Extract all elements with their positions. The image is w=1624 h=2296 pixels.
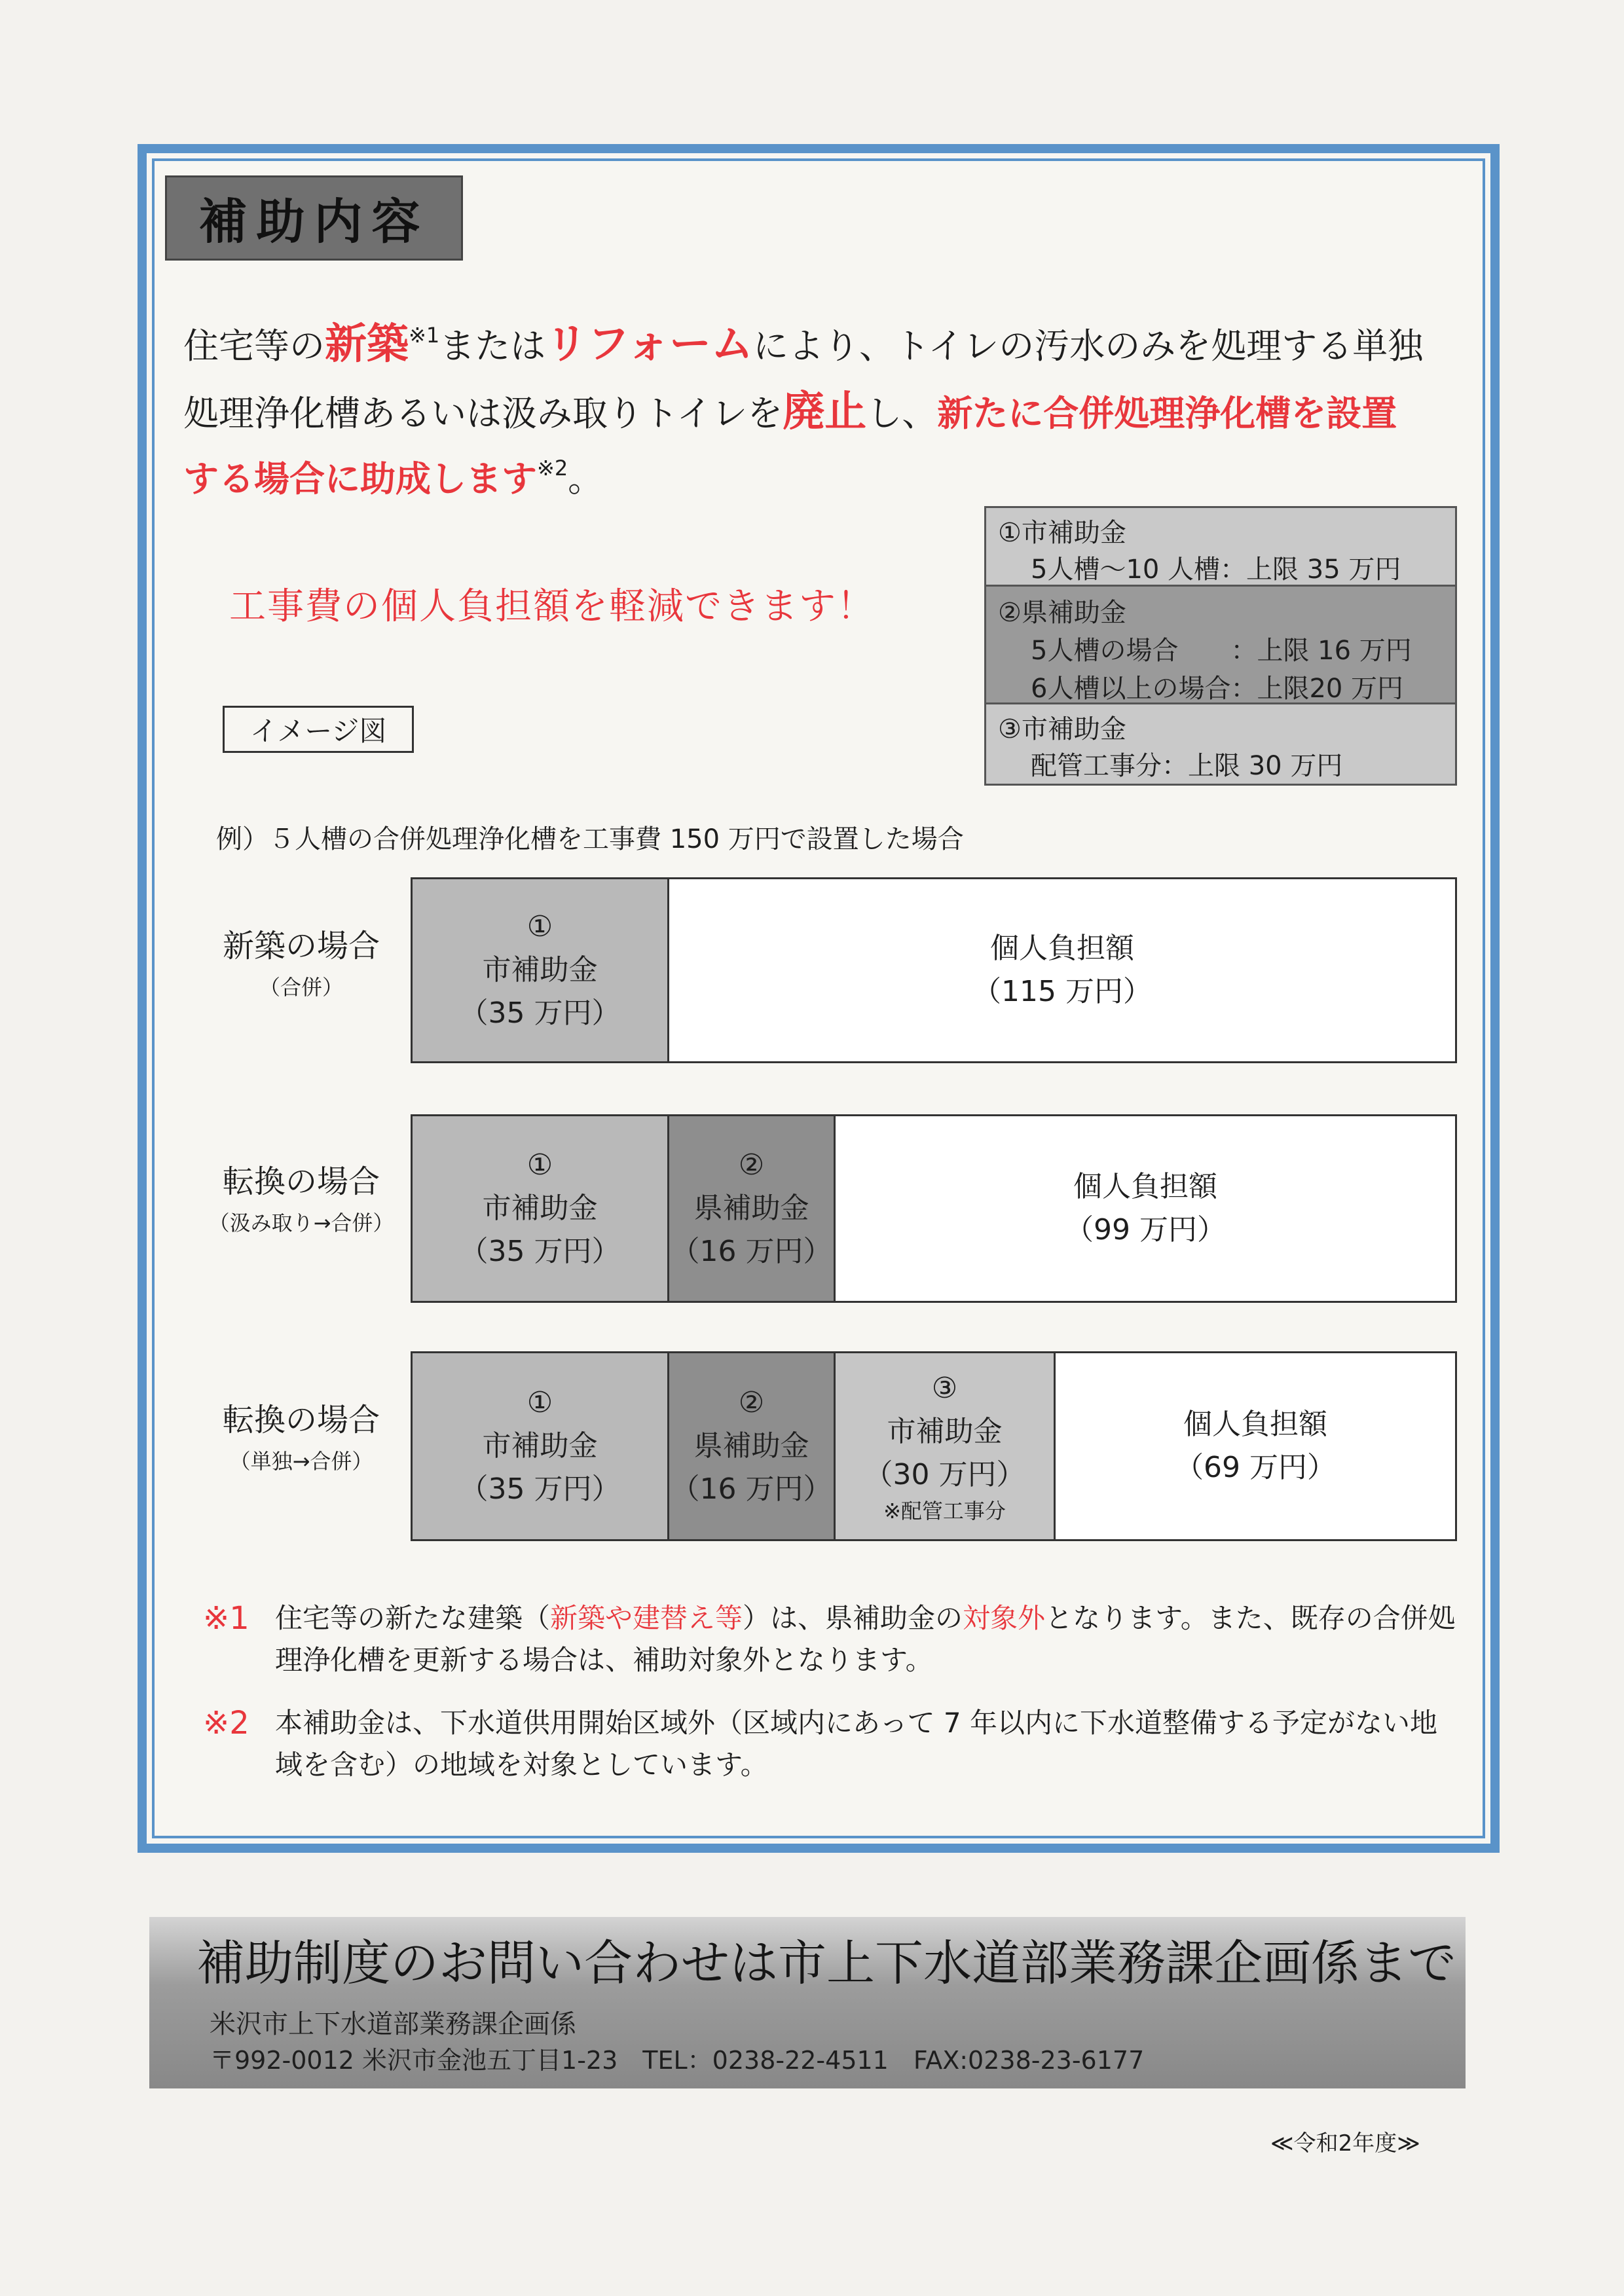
note-ref-1: ※1 <box>409 323 440 348</box>
bar-segment-piping: ③ 市補助金 （30 万円） ※配管工事分 <box>836 1353 1056 1539</box>
bar-conversion-single <box>411 1351 1457 1541</box>
row-label-conversion-single: 転換の場合 （単独→合併） <box>222 1402 380 1474</box>
intro-line-1: 住宅等の新築$^{※1}$またはリフォームにより、トイレの汚水のみを処理する単独 <box>183 320 1424 369</box>
shinchiku-highlight: 新築 <box>325 320 409 369</box>
section-title: 補助内容 <box>165 175 463 261</box>
bar-segment-city: ① 市補助金 （35 万円） <box>413 879 669 1061</box>
bar-new <box>411 877 1457 1063</box>
info-city-section: ①市補助金 5人槽～10 人槽：上限 35 万円 <box>986 508 1455 587</box>
bar-segment-personal: 個人負担額 （69 万円） <box>1056 1353 1455 1539</box>
intro-line-3: する場合に助成します$^{※2}$。 <box>183 456 604 500</box>
footnote-1: ※1 住宅等の新たな建築（新築や建替え等）は、県補助金の対象外となります。また、既存の合併処理浄化槽を更新する場合は、補助対象外となります。 <box>203 1597 1460 1689</box>
image-label: イメージ図 <box>223 706 414 753</box>
info-pref-section: ②県補助金 5人槽の場合 ：上限 16 万円 6人槽以上の場合：上限20 万円 <box>986 587 1455 704</box>
intro-text <box>183 312 1467 512</box>
example-caption: 例）５人槽の合併処理浄化槽を工事費 150 万円で設置した場合 <box>216 824 964 854</box>
new-install-highlight: 新たに合併処理浄化槽を設置 <box>937 393 1397 434</box>
contact-org: 米沢市上下水道部業務課企画係 <box>210 2009 576 2039</box>
contact-address: 〒992-0012 米沢市金池五丁目1-23 TEL：0238-22-4511 FAX:0238-23-6177 <box>210 2046 1145 2075</box>
contact-title: 補助制度のお問い合わせは市上下水道部業務課企画係まで <box>196 1935 1456 1992</box>
fiscal-year: ≪令和2年度≫ <box>1270 2130 1420 2157</box>
footnote-2: ※2 本補助金は、下水道供用開始区域外（区域内にあって 7 年以内に下水道整備する予定がない地域を含む）の地域を対象としています。 <box>203 1702 1460 1794</box>
bar-segment-city: ① 市補助金 （35 万円） <box>413 1116 669 1301</box>
bar-conversion-kumitori <box>411 1114 1457 1303</box>
subsidy-highlight: する場合に助成します <box>183 458 537 500</box>
note-ref-2: ※2 <box>537 456 568 481</box>
bar-segment-pref: ② 県補助金 （16 万円） <box>669 1116 836 1301</box>
reduce-message: 工事費の個人負担額を軽減できます！ <box>229 585 875 628</box>
haishi-highlight: 廃止 <box>783 388 867 436</box>
subsidy-info-box <box>984 506 1457 786</box>
row-label-conversion-kumitori: 転換の場合 （汲み取り→合併） <box>208 1163 394 1235</box>
footnote-2-mark: ※2 <box>203 1705 249 1741</box>
bar-segment-pref: ② 県補助金 （16 万円） <box>669 1353 836 1539</box>
bar-segment-personal: 個人負担額 （115 万円） <box>669 879 1455 1061</box>
row-label-new: 新築の場合 （合併） <box>222 928 380 1000</box>
footnote-1-mark: ※1 <box>203 1600 249 1637</box>
intro-line-2: 処理浄化槽あるいは汲み取りトイレを廃止し、新たに合併処理浄化槽を設置 <box>183 388 1397 436</box>
bar-segment-personal: 個人負担額 （99 万円） <box>836 1116 1455 1301</box>
info-piping-section: ③市補助金 配管工事分：上限 30 万円 <box>986 704 1455 784</box>
reform-highlight: リフォーム <box>545 320 753 369</box>
bar-segment-city: ① 市補助金 （35 万円） <box>413 1353 669 1539</box>
piping-note: ※配管工事分 <box>883 1499 1006 1523</box>
